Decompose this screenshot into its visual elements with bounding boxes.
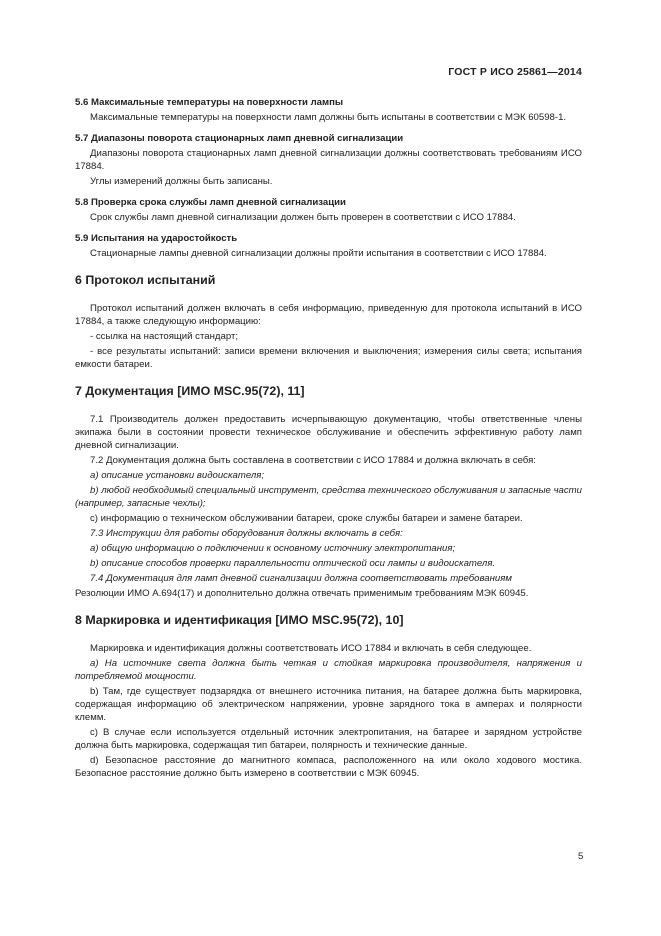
- section-7-title: 7 Документация [ИМО MSC.95(72), 11]: [75, 384, 305, 398]
- section-8-text: Маркировка и идентификация должны соответствовать ИСО 17884 и включать в себя следующее.: [90, 643, 532, 654]
- section-8-item-c: c) В случае если используется отдельный источник электропитания, на батарее и зарядном устройстве должна быть маркировка, содержащая тип батареи, полярность и технические данные.: [75, 727, 582, 751]
- clause-7-2-c: c) информацию о техническом обслуживании батареи, сроке службы батареи и замене батареи.: [90, 513, 523, 524]
- subsection-5-8-title: 5.8 Проверка срока службы ламп дневной сигнализации: [75, 197, 346, 208]
- subsection-5-6-text: Максимальные температуры на поверхности ламп должны быть испытаны в соответствии с МЭК 60598-1.: [90, 112, 567, 123]
- section-6-title: 6 Протокол испытаний: [75, 273, 216, 287]
- clause-7-4: 7.4 Документация для ламп дневной сигнализации должна соответствовать требованиям: [90, 573, 512, 584]
- clause-7-4-continued: Резолюции ИМО А.694(17) и дополнительно должна отвечать применимым требованиям МЭК 60945.: [75, 588, 529, 599]
- subsection-5-7-text: Диапазоны поворота стационарных ламп дневной сигнализации должны соответствовать требованиям ИСО 17884.: [75, 148, 582, 172]
- section-8-item-b: b) Там, где существует подзарядка от внешнего источника питания, на батарее должна быть маркировка, содержащая информацию об электрическом напряжении, уровне зарядного тока в амперах и полярности клемм.: [75, 686, 582, 723]
- document-body: [75, 96, 582, 782]
- document-header-id: ГОСТ Р ИСО 25861—2014: [448, 66, 582, 78]
- section-6-text: Протокол испытаний должен включать в себя информацию, приведенную для протокола испытаний в ИСО 17884, а также следующую информацию:: [75, 303, 582, 327]
- section-8-item-d: d) Безопасное расстояние до магнитного компаса, расположенного на или около ходового мостика. Безопасное расстояние должно быть измерено в соответствии с МЭК 60945.: [75, 755, 582, 779]
- clause-7-3: 7.3 Инструкции для работы оборудования должны включать в себя:: [90, 528, 403, 539]
- clause-7-3-b: b) описание способов проверки параллельности оптической оси лампы и видоискателя.: [90, 558, 496, 569]
- clause-7-1: 7.1 Производитель должен предоставить исчерпывающую документацию, чтобы ответственные члены экипажа были в состоянии провести техническое обслуживание и обеспечить эффективную работу ламп дневной сигнализации.: [75, 414, 582, 451]
- section-8-item-a: a) На источнике света должна быть четкая и стойкая маркировка производителя, напряжения и потребляемой мощности.: [75, 658, 582, 682]
- subsection-5-9-title: 5.9 Испытания на ударостойкость: [75, 233, 238, 244]
- section-6-item-2: - все результаты испытаний: записи времени включения и выключения; измерения силы света; испытания емкости батареи.: [75, 346, 582, 370]
- section-6-item-1: - ссылка на настоящий стандарт;: [90, 331, 239, 342]
- page-number: 5: [578, 851, 584, 862]
- section-8-title: 8 Маркировка и идентификация [ИМО MSC.95(72), 10]: [75, 613, 404, 627]
- subsection-5-6-title: 5.6 Максимальные температуры на поверхности лампы: [75, 97, 344, 108]
- clause-7-3-a: a) общую информацию о подключении к основному источнику электропитания;: [90, 543, 456, 554]
- subsection-5-9-text: Стационарные лампы дневной сигнализации должны пройти испытания в соответствии с ИСО 17884.: [90, 248, 547, 259]
- clause-7-2-a: a) описание установки видоискателя;: [90, 470, 265, 481]
- subsection-5-7-title: 5.7 Диапазоны поворота стационарных ламп дневной сигнализации: [75, 133, 404, 144]
- subsection-5-8-text: Срок службы ламп дневной сигнализации должен быть проверен в соответствии с ИСО 17884.: [90, 212, 516, 223]
- clause-7-2-b: b) любой необходимый специальный инструмент, средства технического обслуживания и запасные части (например, запасные чехлы);: [75, 485, 582, 509]
- clause-7-2: 7.2 Документация должна быть составлена в соответствии с ИСО 17884 и должна включать в себя:: [90, 455, 536, 466]
- subsection-5-7-note: Углы измерений должны быть записаны.: [90, 176, 273, 187]
